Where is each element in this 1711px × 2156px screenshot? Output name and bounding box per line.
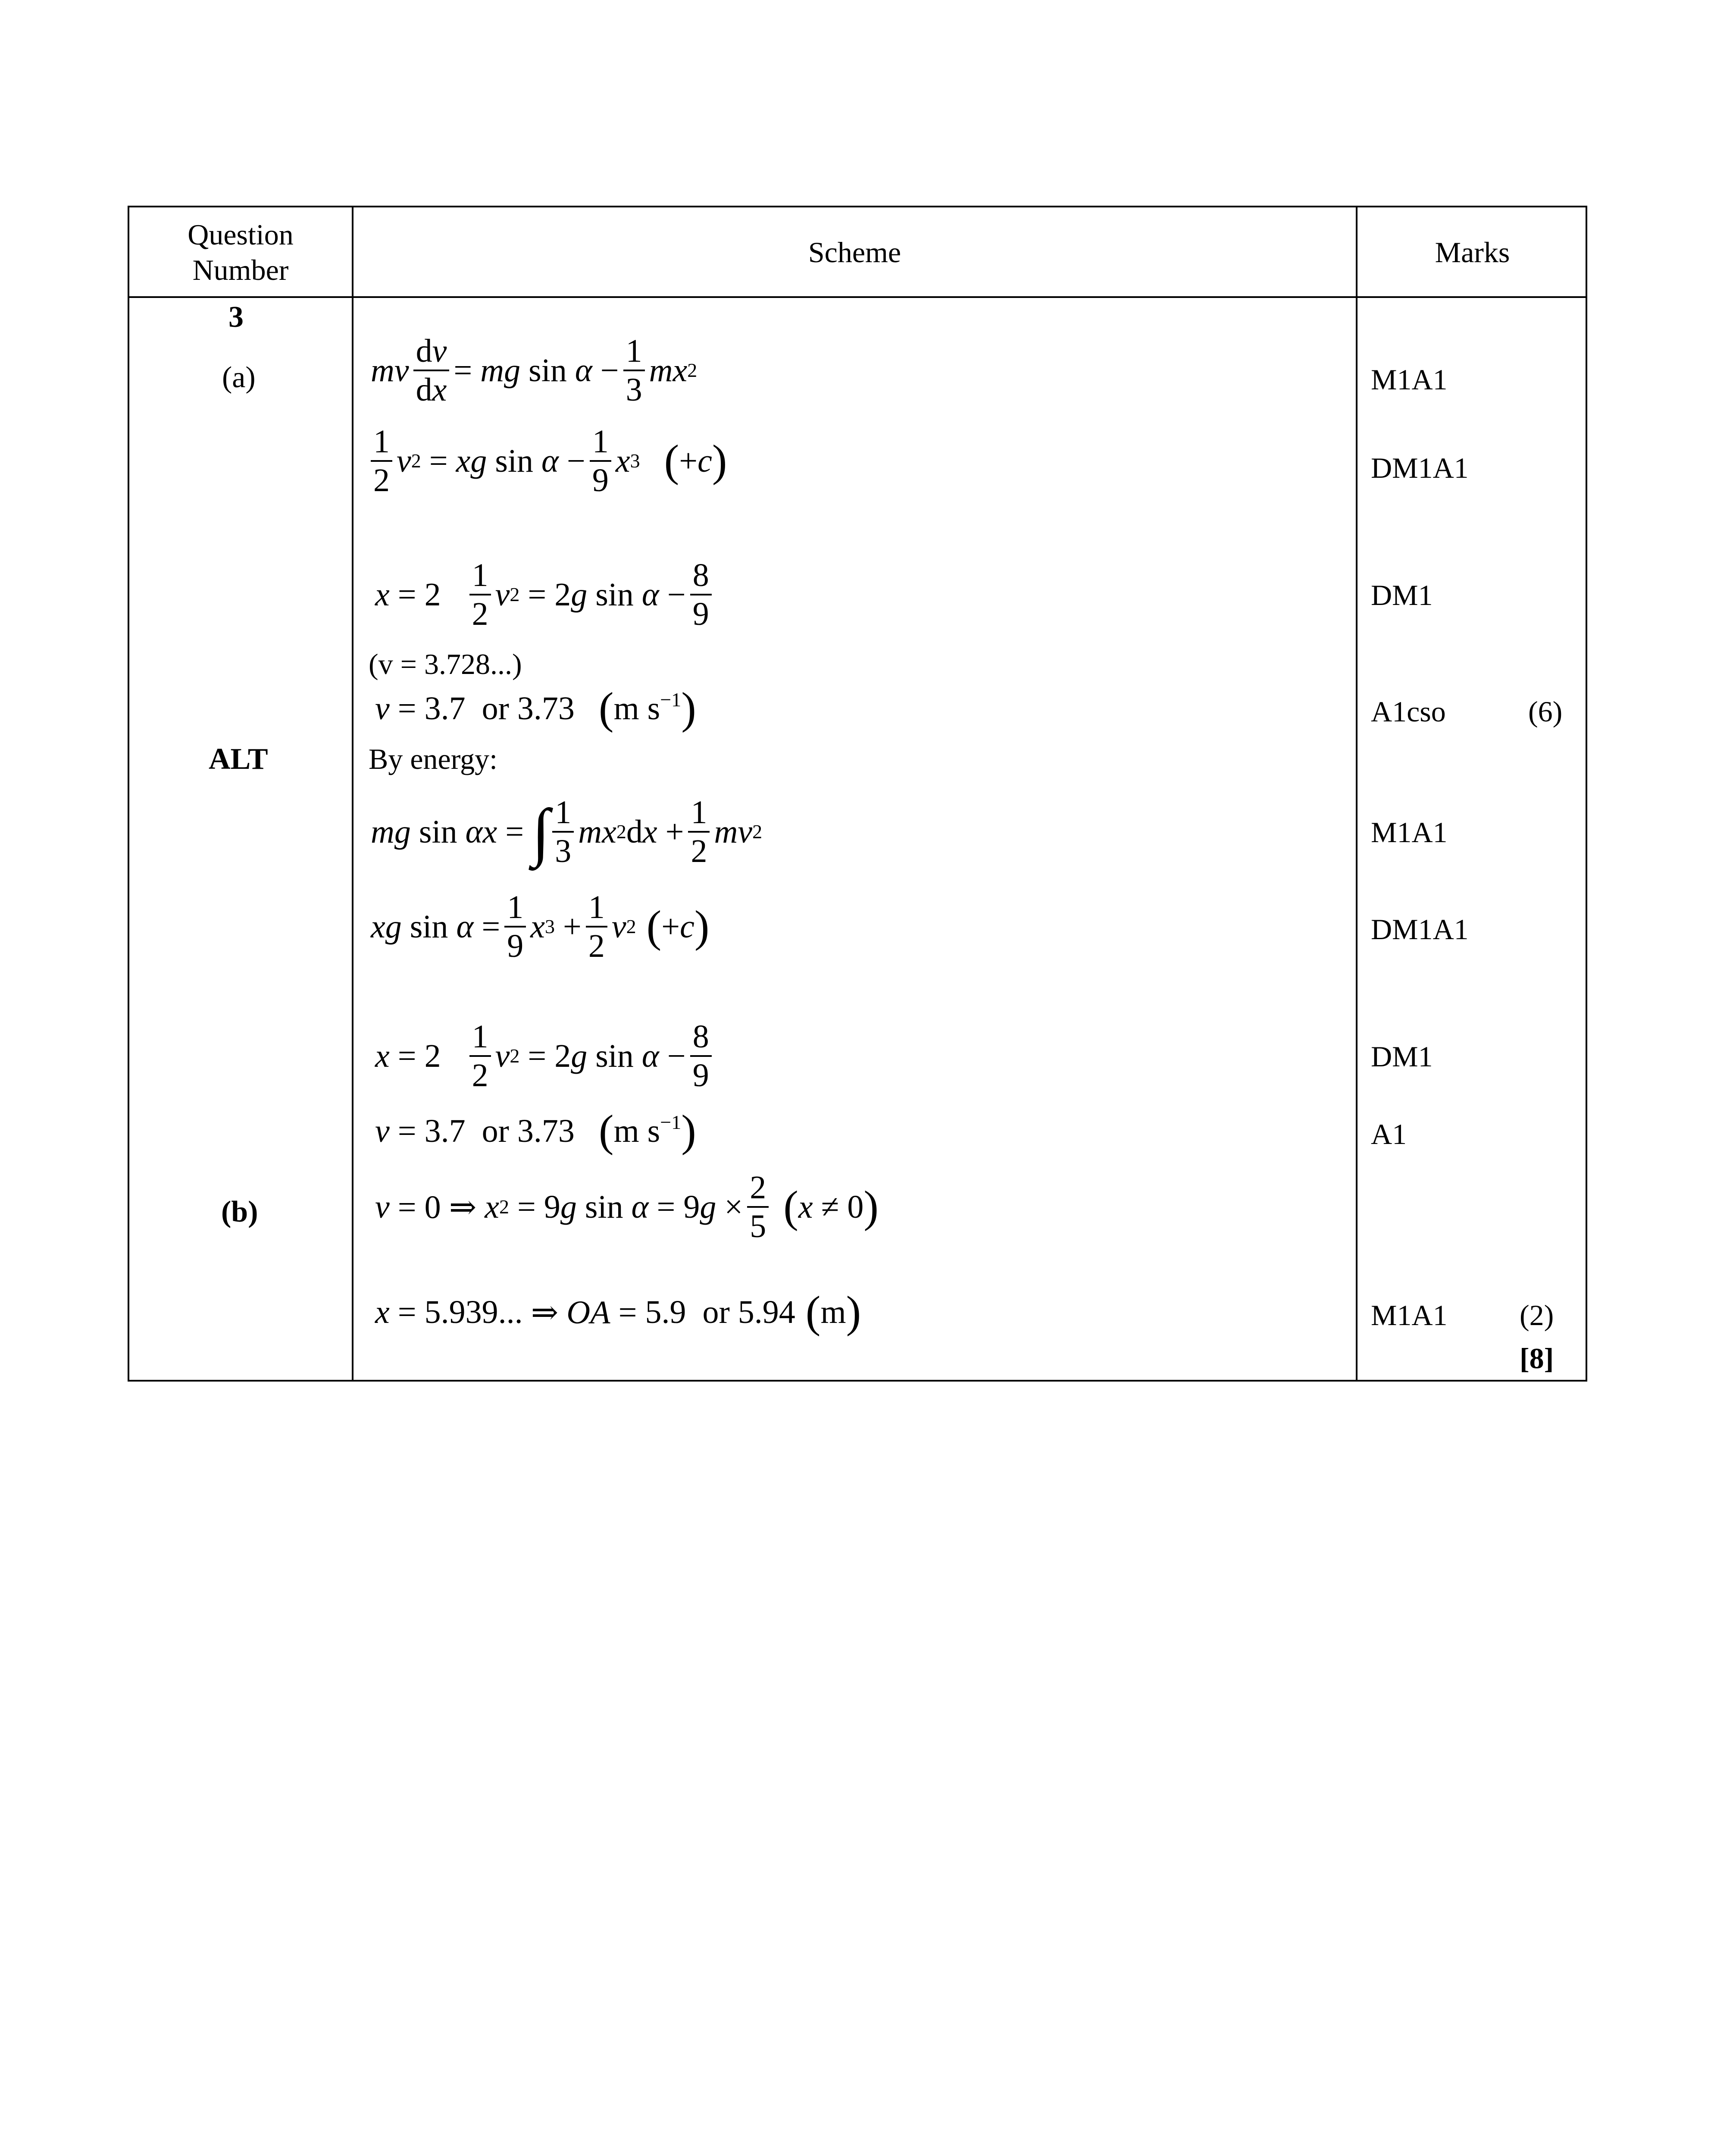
column-divider-1 bbox=[352, 207, 353, 1380]
mark-dm1a1-1: DM1A1 bbox=[1371, 451, 1469, 484]
mark-m1a1-2: M1A1 bbox=[1371, 816, 1448, 849]
column-divider-2 bbox=[1356, 207, 1358, 1380]
equation-newton-second-law: mv $\frac{dv}{dx}$ = mg sin α − $\frac{1}{3}$ mx 2 bbox=[371, 333, 698, 408]
mark-scheme-table bbox=[128, 206, 1587, 1382]
header-scheme: Scheme bbox=[808, 236, 901, 269]
header-marks: Marks bbox=[1435, 236, 1510, 269]
answer-velocity-alt: v = 3.7 or 3.73 ( m $s^{-1}$ ) bbox=[375, 1106, 696, 1156]
mark-dm1-2: DM1 bbox=[1371, 1040, 1433, 1073]
mark-m1a1-3: M1A1 bbox=[1371, 1299, 1448, 1332]
mark-dm1a1-2: DM1A1 bbox=[1371, 913, 1469, 946]
answer-distance-oa: x = 5.939... ⇒ OA = 5.9 or 5.94 ( m ) bbox=[375, 1287, 861, 1337]
mark-m1a1-1: M1A1 bbox=[1371, 363, 1448, 396]
mark-dm1-1: DM1 bbox=[1371, 579, 1433, 611]
equation-v-zero: v = 0 ⇒ x 2 = 9g sin α = 9g × $\frac{2}{5}$ ( x ≠ 0 ) bbox=[375, 1169, 879, 1244]
part-a-label: (a) bbox=[222, 361, 256, 394]
mark-total-part-a: (6) bbox=[1528, 695, 1563, 728]
mark-grand-total: [8] bbox=[1520, 1342, 1554, 1375]
intermediate-value: (v = 3.728...) bbox=[369, 648, 522, 680]
mark-a1cso: A1cso bbox=[1371, 695, 1446, 728]
answer-velocity-a: v = 3.7 or 3.73 ( m $s^{-1}$ ) bbox=[375, 683, 696, 733]
equation-energy-integrated: xg sin α = $\frac{1}{9}$ x 3 + $\frac{1}{2}$ v 2 ( +c ) bbox=[371, 889, 710, 964]
equation-energy-substitute-x2: x = 2 $\frac{1}{2}$ v 2 = 2g sin α − $\frac{8}{9}$ bbox=[375, 1018, 716, 1094]
question-number: 3 bbox=[228, 301, 244, 334]
mark-a1: A1 bbox=[1371, 1118, 1407, 1150]
alt-note: By energy: bbox=[369, 743, 498, 775]
equation-substitute-x2: x = 2 $\frac{1}{2}$ v 2 = 2g sin α − $\frac{8}{9}$ bbox=[375, 557, 716, 633]
mark-total-part-b: (2) bbox=[1520, 1299, 1554, 1332]
header-question-number: Question Number bbox=[188, 218, 294, 286]
part-b-label: (b) bbox=[221, 1195, 258, 1228]
equation-integrated: $\frac{1}{2}$ v 2 = xg sin α − $\frac{1}{9}$ x 3 ( +c ) bbox=[371, 423, 727, 499]
alt-label: ALT bbox=[209, 743, 268, 776]
equation-energy: mg sin αx = ∫ $\frac{1}{3}$ mx 2 dx + $\frac{1}{2}$ mv 2 bbox=[371, 794, 763, 869]
